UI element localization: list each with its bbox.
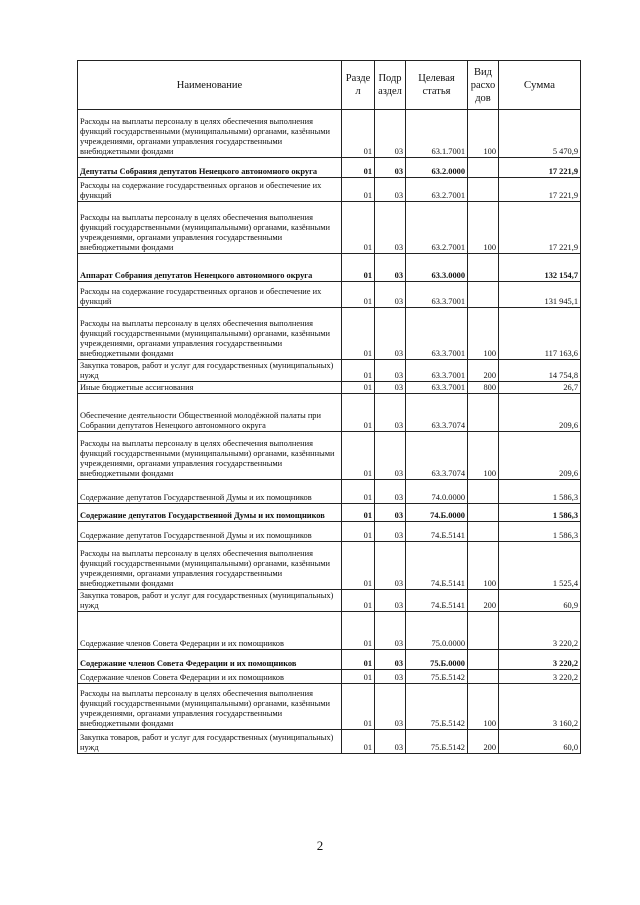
cell-vid: 100	[468, 308, 499, 360]
header-name: Наименование	[78, 61, 342, 110]
cell-sum: 60,0	[499, 730, 581, 754]
cell-target: 63.3.7001	[406, 308, 468, 360]
cell-vid	[468, 158, 499, 178]
table-row	[78, 670, 581, 684]
cell-target: 75.Б.5142	[406, 684, 468, 730]
cell-target: 75.Б.5142	[406, 730, 468, 754]
cell-razdel: 01	[342, 650, 375, 670]
cell-vid	[468, 178, 499, 202]
cell-podrazdel: 03	[375, 178, 406, 202]
table-row	[78, 110, 581, 158]
cell-target: 74.Б.5141	[406, 522, 468, 542]
cell-sum: 1 586,3	[499, 480, 581, 504]
cell-podrazdel: 03	[375, 254, 406, 282]
cell-sum: 5 470,9	[499, 110, 581, 158]
cell-sum: 17 221,9	[499, 178, 581, 202]
cell-target: 63.3.0000	[406, 254, 468, 282]
cell-razdel: 01	[342, 382, 375, 394]
cell-podrazdel: 03	[375, 158, 406, 178]
cell-podrazdel: 03	[375, 480, 406, 504]
cell-target: 63.2.0000	[406, 158, 468, 178]
cell-target: 63.3.7074	[406, 394, 468, 432]
cell-razdel: 01	[342, 394, 375, 432]
header-row	[78, 61, 581, 110]
cell-razdel: 01	[342, 730, 375, 754]
cell-razdel: 01	[342, 158, 375, 178]
table-row	[78, 480, 581, 504]
cell-target: 63.3.7074	[406, 432, 468, 480]
cell-sum: 209,6	[499, 432, 581, 480]
cell-sum: 131 945,1	[499, 282, 581, 308]
cell-vid: 200	[468, 730, 499, 754]
table-row	[78, 432, 581, 480]
cell-razdel: 01	[342, 670, 375, 684]
cell-name: Закупка товаров, работ и услуг для государственных (муниципальных) нужд	[78, 730, 342, 754]
cell-podrazdel: 03	[375, 308, 406, 360]
cell-vid	[468, 480, 499, 504]
cell-razdel: 01	[342, 684, 375, 730]
cell-name: Аппарат Собрания депутатов Ненецкого автономного округа	[78, 254, 342, 282]
cell-razdel: 01	[342, 308, 375, 360]
cell-podrazdel: 03	[375, 504, 406, 522]
cell-name: Содержание членов Совета Федерации и их помощников	[78, 670, 342, 684]
cell-name: Содержание депутатов Государственной Думы и их помощников	[78, 504, 342, 522]
cell-razdel: 01	[342, 542, 375, 590]
cell-podrazdel: 03	[375, 650, 406, 670]
cell-podrazdel: 03	[375, 542, 406, 590]
cell-vid: 100	[468, 432, 499, 480]
header-target: Целевая статья	[406, 61, 468, 110]
table-row	[78, 308, 581, 360]
cell-sum: 3 220,2	[499, 670, 581, 684]
cell-sum: 3 220,2	[499, 650, 581, 670]
cell-sum: 209,6	[499, 394, 581, 432]
cell-name: Содержание членов Совета Федерации и их помощников	[78, 612, 342, 650]
cell-razdel: 01	[342, 360, 375, 382]
cell-name: Иные бюджетные ассигнования	[78, 382, 342, 394]
cell-vid	[468, 254, 499, 282]
cell-vid	[468, 522, 499, 542]
cell-razdel: 01	[342, 282, 375, 308]
cell-vid	[468, 612, 499, 650]
cell-podrazdel: 03	[375, 432, 406, 480]
cell-sum: 17 221,9	[499, 158, 581, 178]
cell-sum: 3 220,2	[499, 612, 581, 650]
cell-razdel: 01	[342, 480, 375, 504]
cell-name: Расходы на содержание государственных органов и обеспечение их функций	[78, 178, 342, 202]
table-row	[78, 590, 581, 612]
cell-name: Закупка товаров, работ и услуг для государственных (муниципальных) нужд	[78, 590, 342, 612]
cell-target: 63.3.7001	[406, 282, 468, 308]
table-row	[78, 360, 581, 382]
budget-table	[77, 60, 581, 754]
cell-name: Содержание депутатов Государственной Думы и их помощников	[78, 480, 342, 504]
cell-target: 75.Б.0000	[406, 650, 468, 670]
cell-name: Содержание членов Совета Федерации и их помощников	[78, 650, 342, 670]
cell-name: Обеспечение деятельности Общественной молодёжной палаты при Собрании депутатов Ненецкого автономного округа	[78, 394, 342, 432]
cell-vid	[468, 282, 499, 308]
cell-name: Закупка товаров, работ и услуг для государственных (муниципальных) нужд	[78, 360, 342, 382]
cell-sum: 1 525,4	[499, 542, 581, 590]
cell-podrazdel: 03	[375, 730, 406, 754]
cell-razdel: 01	[342, 504, 375, 522]
table-row	[78, 684, 581, 730]
cell-sum: 1 586,3	[499, 504, 581, 522]
cell-name: Расходы на выплаты персоналу в целях обеспечения выполнения функций государственными (муниципальными) органами, казёнными учреждениями, органами управления государственными внебюджетными фондами	[78, 542, 342, 590]
header-sum: Сумма	[499, 61, 581, 110]
cell-razdel: 01	[342, 522, 375, 542]
cell-razdel: 01	[342, 110, 375, 158]
cell-sum: 26,7	[499, 382, 581, 394]
table-row	[78, 730, 581, 754]
cell-name: Содержание депутатов Государственной Думы и их помощников	[78, 522, 342, 542]
page-number: 2	[316, 838, 324, 853]
cell-razdel: 01	[342, 254, 375, 282]
cell-podrazdel: 03	[375, 110, 406, 158]
table-row	[78, 282, 581, 308]
cell-vid: 100	[468, 202, 499, 254]
cell-podrazdel: 03	[375, 382, 406, 394]
cell-vid: 200	[468, 590, 499, 612]
cell-razdel: 01	[342, 178, 375, 202]
table-row	[78, 394, 581, 432]
cell-podrazdel: 03	[375, 522, 406, 542]
cell-razdel: 01	[342, 590, 375, 612]
cell-target: 63.2.7001	[406, 202, 468, 254]
cell-vid: 200	[468, 360, 499, 382]
cell-podrazdel: 03	[375, 360, 406, 382]
cell-vid: 100	[468, 542, 499, 590]
table-row	[78, 542, 581, 590]
cell-target: 75.0.0000	[406, 612, 468, 650]
cell-vid: 800	[468, 382, 499, 394]
cell-sum: 1 586,3	[499, 522, 581, 542]
header-podrazdel: Подр аздел	[375, 61, 406, 110]
cell-vid	[468, 394, 499, 432]
cell-sum: 17 221,9	[499, 202, 581, 254]
cell-name: Расходы на выплаты персоналу в целях обеспечения выполнения функций государственными (муниципальными) органами, казёнными учреждениями, органами управления государственными внебюджетными фондами	[78, 684, 342, 730]
cell-vid: 100	[468, 684, 499, 730]
cell-name: Расходы на выплаты персоналу в целях обеспечения выполнения функций государственными (муниципальными) органами, казёнными учреждениями, органами управления государственными внебюджетными фондами	[78, 202, 342, 254]
cell-razdel: 01	[342, 202, 375, 254]
cell-vid	[468, 670, 499, 684]
cell-podrazdel: 03	[375, 590, 406, 612]
table-row	[78, 522, 581, 542]
cell-podrazdel: 03	[375, 670, 406, 684]
cell-target: 75.Б.5142	[406, 670, 468, 684]
cell-name: Расходы на выплаты персоналу в целях обеспечения выполнения функций государственными (муниципальными) органами, казёнными учреждениями, органами управления государственными внебюджетными фондами	[78, 308, 342, 360]
table-row	[78, 254, 581, 282]
cell-podrazdel: 03	[375, 202, 406, 254]
cell-target: 74.Б.5141	[406, 590, 468, 612]
cell-sum: 3 160,2	[499, 684, 581, 730]
cell-target: 74.Б.0000	[406, 504, 468, 522]
cell-target: 63.3.7001	[406, 382, 468, 394]
cell-podrazdel: 03	[375, 684, 406, 730]
cell-razdel: 01	[342, 432, 375, 480]
cell-name: Расходы на содержание государственных органов и обеспечение их функций	[78, 282, 342, 308]
cell-podrazdel: 03	[375, 394, 406, 432]
cell-target: 74.Б.5141	[406, 542, 468, 590]
table-row	[78, 382, 581, 394]
table-row	[78, 202, 581, 254]
cell-name: Расходы на выплаты персоналу в целях обеспечения выполнения функций государственными (муниципальными) органами, казёнными учреждениями, органами управления государственными внебюджетными фондами	[78, 110, 342, 158]
table-row	[78, 504, 581, 522]
cell-sum: 132 154,7	[499, 254, 581, 282]
header-razdel: Разде л	[342, 61, 375, 110]
cell-target: 63.3.7001	[406, 360, 468, 382]
cell-target: 63.1.7001	[406, 110, 468, 158]
table-row	[78, 158, 581, 178]
cell-name: Депутаты Собрания депутатов Ненецкого автономного округа	[78, 158, 342, 178]
table-body	[78, 110, 581, 754]
table-row	[78, 178, 581, 202]
header-vid: Вид расхо дов	[468, 61, 499, 110]
cell-name: Расходы на выплаты персоналу в целях обеспечения выполнения функций государственными (муниципальными) органами, казённными учреждениями, органами управления государственными внебюджетными фондами	[78, 432, 342, 480]
cell-sum: 14 754,8	[499, 360, 581, 382]
cell-podrazdel: 03	[375, 612, 406, 650]
cell-sum: 117 163,6	[499, 308, 581, 360]
cell-vid	[468, 504, 499, 522]
cell-razdel: 01	[342, 612, 375, 650]
cell-vid: 100	[468, 110, 499, 158]
cell-vid	[468, 650, 499, 670]
cell-podrazdel: 03	[375, 282, 406, 308]
cell-target: 74.0.0000	[406, 480, 468, 504]
cell-target: 63.2.7001	[406, 178, 468, 202]
cell-sum: 60,9	[499, 590, 581, 612]
table-row	[78, 612, 581, 650]
table-row	[78, 650, 581, 670]
